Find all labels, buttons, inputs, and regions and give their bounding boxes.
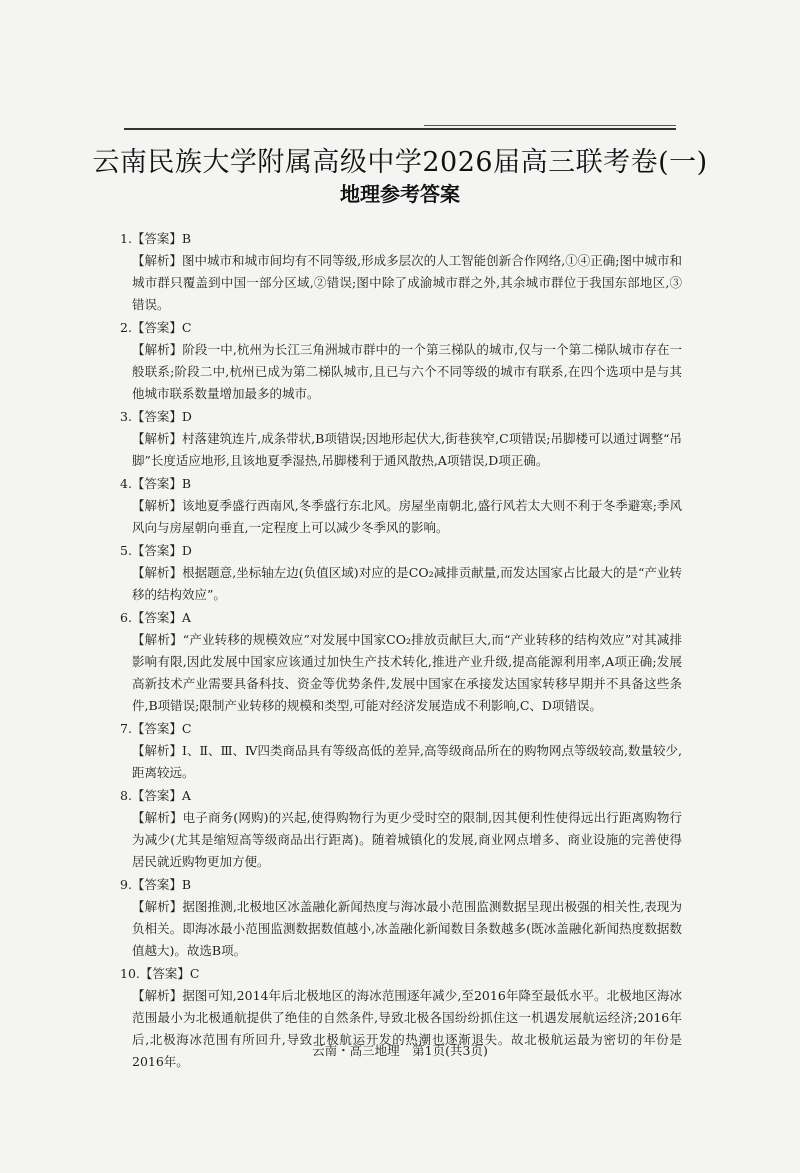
- analysis-paragraph: 【解析】电子商务(网购)的兴起,使得购物行为更少受时空的限制,因其便利性使得远出行距离购物行为减少(尤其是缩短高等级商品出行距离)。随着城镇化的发展,商业网点增多、商业设施的完善使得居民就近购物更加方便。: [132, 810, 682, 869]
- answer-line: 4.【答案】B: [120, 476, 192, 491]
- question-item-7: [120, 718, 682, 784]
- document-subtitle: 地理参考答案: [340, 182, 460, 206]
- question-item-9: [120, 874, 682, 962]
- answer-line: 5.【答案】D: [120, 543, 192, 558]
- question-item-1: [120, 228, 682, 316]
- answer-line: 3.【答案】D: [120, 409, 192, 424]
- header-rule-thin: [424, 125, 676, 126]
- question-item-5: [120, 540, 682, 606]
- answer-line: 10.【答案】C: [120, 966, 200, 981]
- analysis-paragraph: 【解析】据图可知,2014年后北极地区的海冰范围逐年减少,至2016年降至最低水平。北极地区海冰范围最小为北极通航提供了绝佳的自然条件,导致北极各国纷纷抓住这一机遇发展航运经济;2016年后,北极海冰范围有所回升,导致北极航运开发的热潮也逐渐退失。故北极航运最为密切的年份是2016年。: [132, 988, 682, 1069]
- analysis-paragraph: 【解析】根据题意,坐标轴左边(负值区域)对应的是CO₂减排贡献量,而发达国家占比最大的是“产业转移的结构效应”。: [132, 565, 682, 602]
- question-item-4: [120, 473, 682, 539]
- analysis-paragraph: 【解析】村落建筑连片,成条带状,B项错误;因地形起伏大,街巷狭窄,C项错误;吊脚楼可以通过调整“吊脚”长度适应地形,且该地夏季湿热,吊脚楼利于通风散热,A项错误,D项正确。: [132, 431, 682, 468]
- answer-line: 2.【答案】C: [120, 320, 192, 335]
- analysis-paragraph: 【解析】图中城市和城市间均有不同等级,形成多层次的人工智能创新合作网络,①④正确;图中城市和城市群只覆盖到中国一部分区域,②错误;图中除了成渝城市群之外,其余城市群位于我国东部地区,③错误。: [132, 253, 682, 312]
- analysis-paragraph: 【解析】Ⅰ、Ⅱ、Ⅲ、Ⅳ四类商品具有等级高低的差异,高等级商品所在的购物网点等级较高,数量较少,距离较远。: [132, 743, 682, 780]
- document-title: 云南民族大学附属高级中学2026届高三联考卷(一): [92, 147, 708, 178]
- page-footer: 云南・高三地理 第1页(共3页): [312, 1043, 488, 1058]
- answer-line: 1.【答案】B: [120, 231, 192, 246]
- analysis-paragraph: 【解析】“产业转移的规模效应”对发展中国家CO₂排放贡献巨大,而“产业转移的结构效应”对其减排影响有限,因此发展中国家应该通过加快生产技术转化,推进产业升级,提高能源利用率,A项正确;发展高新技术产业需要具备科技、资金等优势条件,发展中国家在承接发达国家转移早期并不具备这些条件,B项错误;限制产业转移的规模和类型,可能对经济发展造成不利影响,C、D项错误。: [132, 632, 682, 713]
- question-item-6: [120, 607, 682, 717]
- answer-line: 6.【答案】A: [120, 610, 191, 625]
- analysis-paragraph: 【解析】据图推测,北极地区冰盖融化新闻热度与海冰最小范围监测数据呈现出极强的相关性,表现为负相关。即海冰最小范围监测数据数值越小,冰盖融化新闻数目条数越多(既冰盖融化新闻热度数据数值越大)。故选B项。: [132, 899, 682, 958]
- question-item-3: [120, 406, 682, 472]
- analysis-paragraph: 【解析】阶段一中,杭州为长江三角洲城市群中的一个第三梯队的城市,仅与一个第二梯队城市存在一般联系;阶段二中,杭州已成为第二梯队城市,且已与六个不同等级的城市有联系,在四个选项中是与其他城市联系数量增加最多的城市。: [132, 342, 682, 401]
- answer-line: 7.【答案】C: [120, 721, 192, 736]
- answer-line: 9.【答案】B: [120, 877, 192, 892]
- question-item-2: [120, 317, 682, 405]
- answer-line: 8.【答案】A: [120, 788, 191, 803]
- header-rule: [124, 128, 676, 130]
- question-item-8: [120, 785, 682, 873]
- analysis-paragraph: 【解析】该地夏季盛行西南风,冬季盛行东北风。房屋坐南朝北,盛行风若太大则不利于冬季避寒;季风风向与房屋朝向垂直,一定程度上可以减少冬季风的影响。: [132, 498, 682, 535]
- answer-list: [120, 228, 682, 1074]
